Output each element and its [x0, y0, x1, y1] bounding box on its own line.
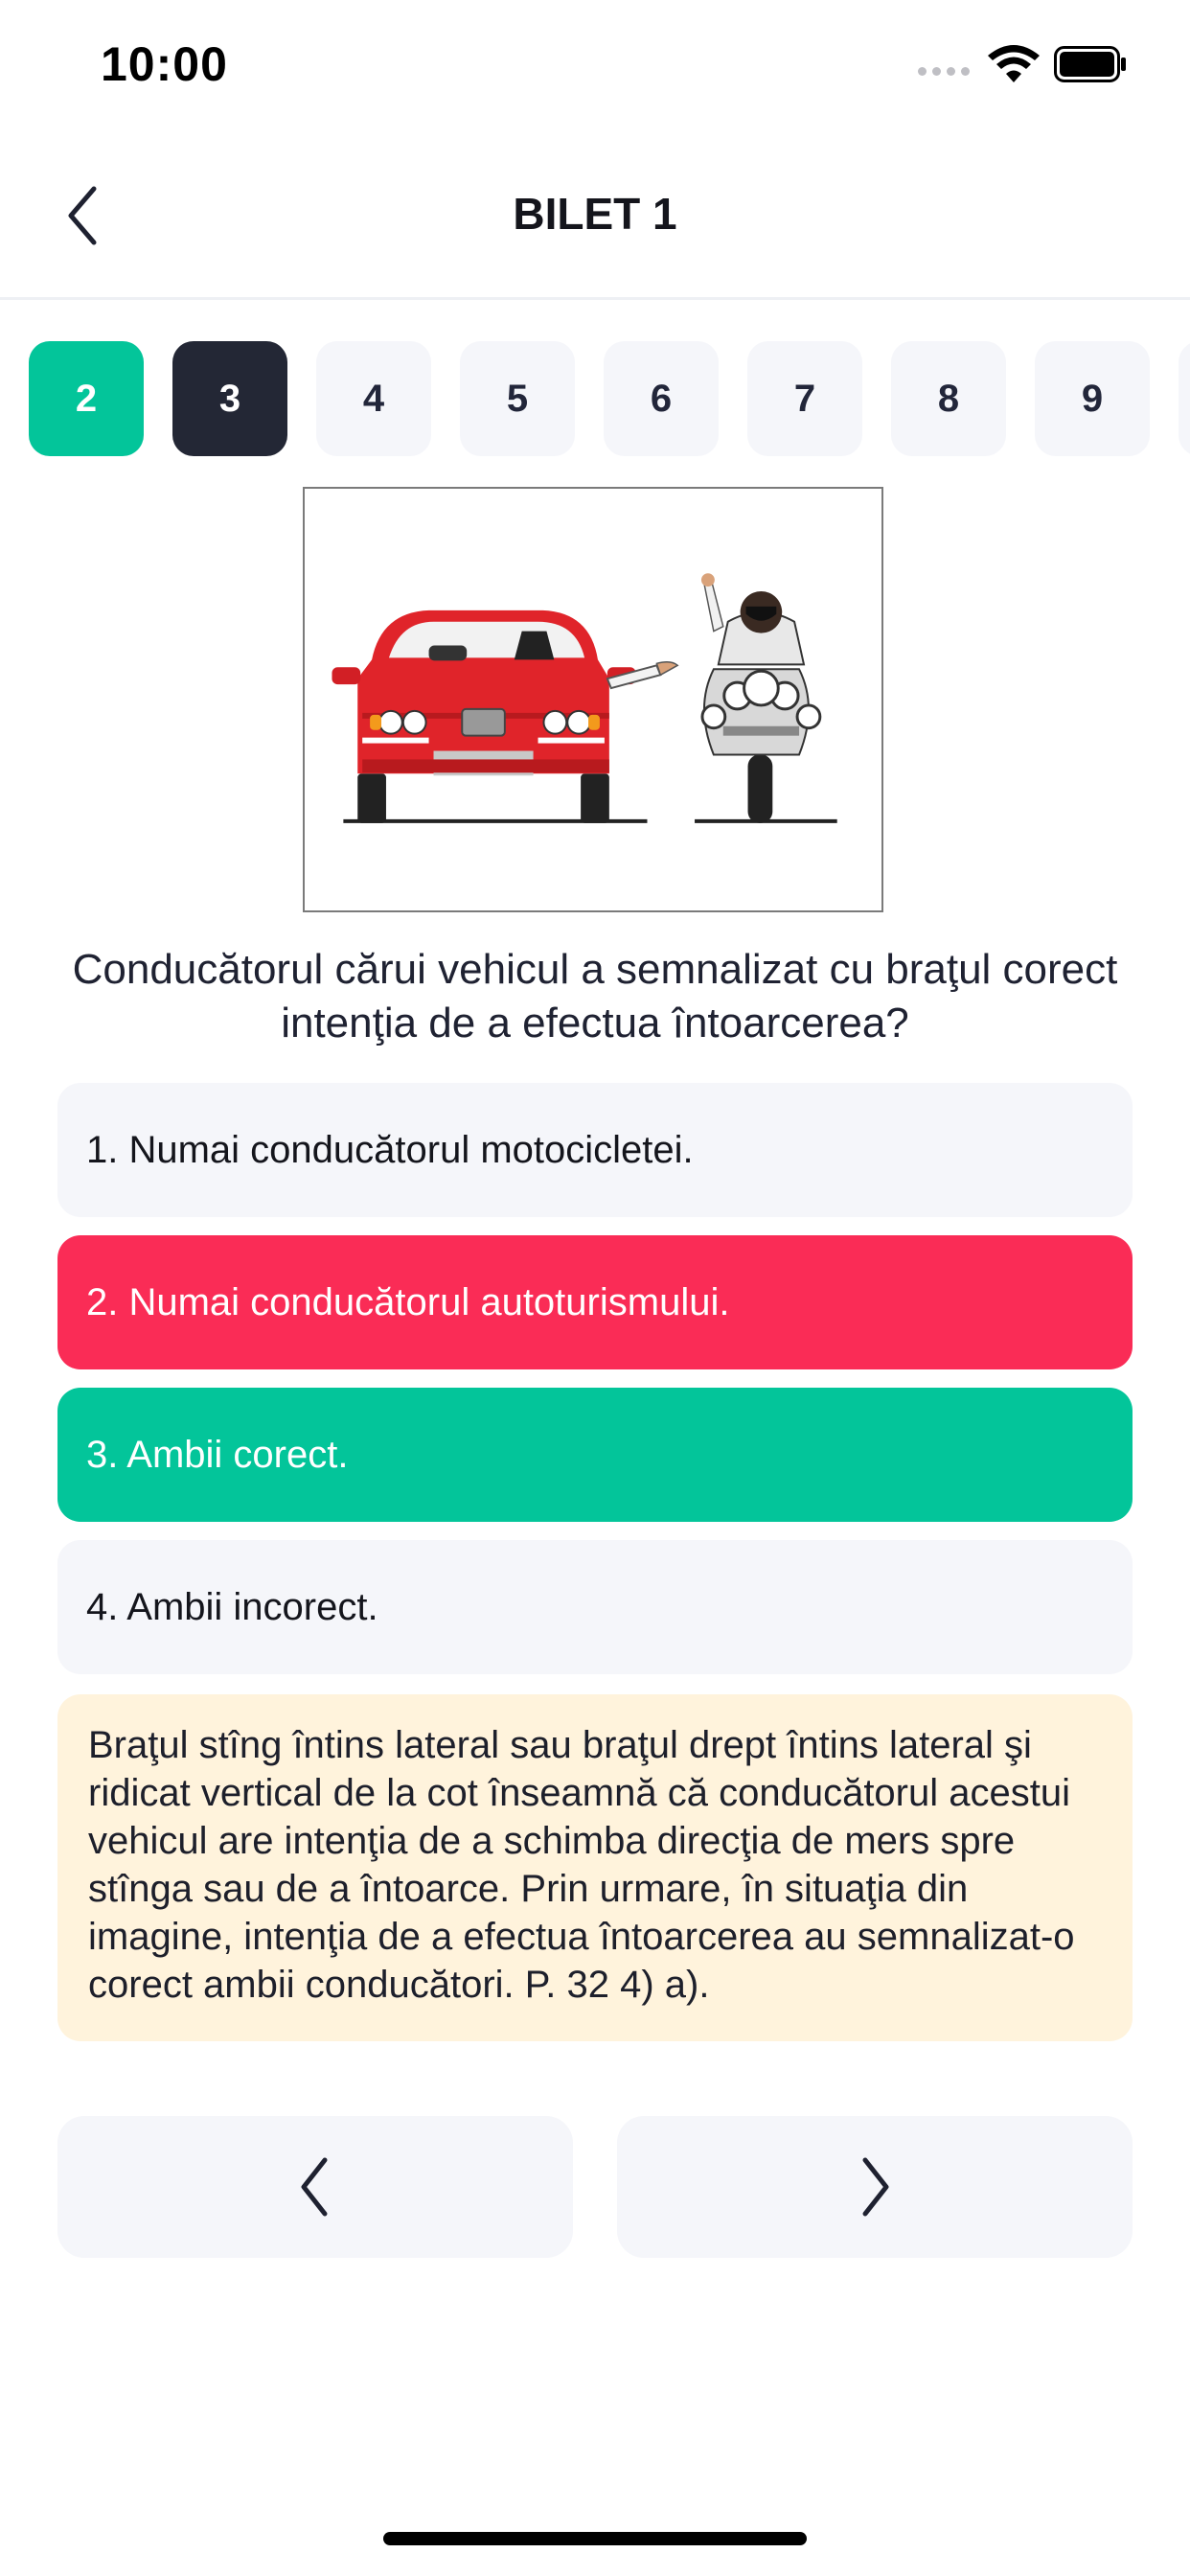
tab-question-2[interactable]: 2 [29, 341, 144, 456]
explanation-box: Braţul stîng întins lateral sau braţul drept întins lateral şi ridicat vertical de la cot înseamnă că conducătorul acestui vehicul are intenţia de a schimba direcţia de mers spre stînga sau de a întoarce. Prin urmare, în situaţia din imagine, intenţia de a efectua întoarcerea au semnalizat-o corect ambii conducători. P. 32 4) a). [57, 1694, 1133, 2041]
tab-question-5[interactable]: 5 [460, 341, 575, 456]
answer-option-4[interactable]: 4. Ambii incorect. [57, 1540, 1133, 1674]
signal-icon [918, 63, 972, 79]
wifi-icon [985, 44, 1042, 86]
tab-question-9[interactable]: 9 [1035, 341, 1150, 456]
question-tabs [0, 341, 1190, 456]
status-bar [0, 0, 1190, 125]
question-text: Conducătorul cărui vehicul a semnalizat cu braţul corect intenţia de a efectua întoarcerea? [72, 946, 1118, 1046]
battery-icon [1054, 46, 1127, 82]
answer-option-3[interactable]: 3. Ambii corect. [57, 1388, 1133, 1522]
question-illustration [303, 487, 883, 912]
car-and-motorcycle-illustration [305, 489, 881, 910]
answer-option-2[interactable]: 2. Numai conducătorul autoturismului. [57, 1235, 1133, 1369]
page-title: BILET 1 [513, 189, 677, 239]
chevron-right-icon [846, 2149, 904, 2225]
tab-question-6[interactable]: 6 [604, 341, 719, 456]
answer-option-1[interactable]: 1. Numai conducătorul motocicletei. [57, 1083, 1133, 1217]
next-question-button[interactable] [617, 2116, 1133, 2258]
chevron-left-icon [286, 2149, 344, 2225]
tab-question-8[interactable]: 8 [891, 341, 1006, 456]
motorcycle-image [701, 573, 820, 823]
car-image [332, 610, 677, 823]
tab-question-next[interactable] [1179, 341, 1190, 456]
tab-question-4[interactable]: 4 [316, 341, 431, 456]
nav-header [0, 125, 1190, 300]
home-indicator[interactable] [383, 2532, 807, 2545]
previous-question-button[interactable] [57, 2116, 573, 2258]
status-time: 10:00 [101, 37, 228, 91]
tab-question-7[interactable]: 7 [747, 341, 862, 456]
tab-question-3[interactable]: 3 [172, 341, 287, 456]
